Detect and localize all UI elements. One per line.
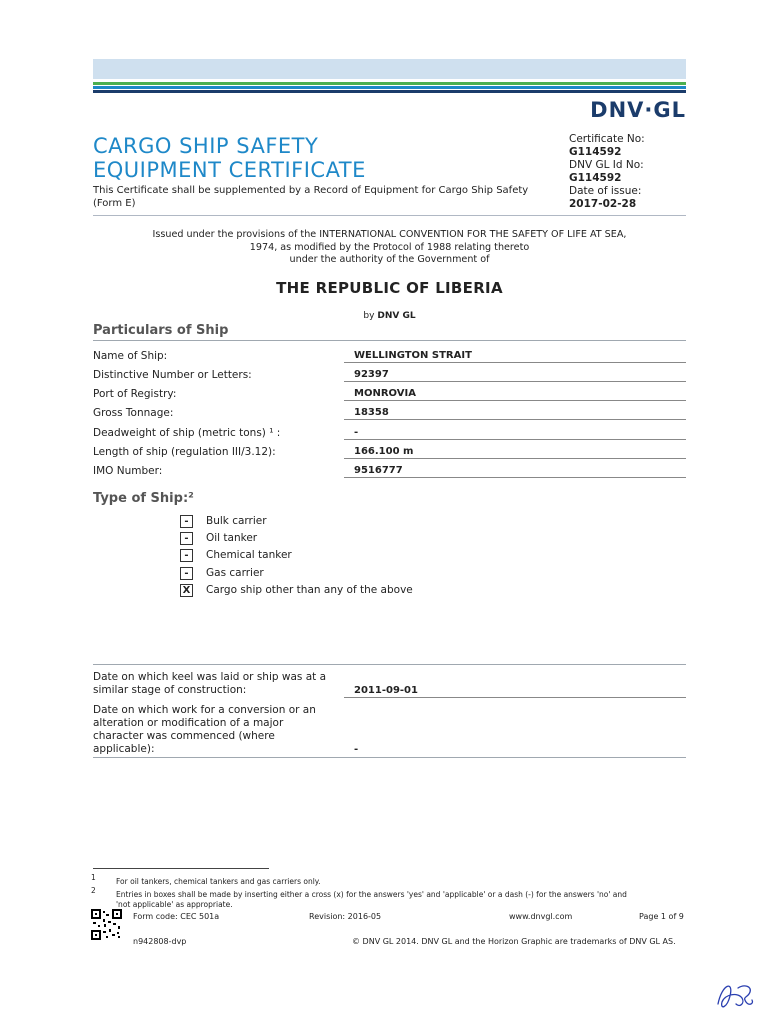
name-of-ship-value: WELLINGTON STRAIT xyxy=(354,350,472,361)
bulk-carrier-label: Bulk carrier xyxy=(206,515,267,527)
row-underline xyxy=(344,477,686,478)
issued-line-3: under the authority of the Government of xyxy=(289,254,490,265)
port-of-registry-value: MONROVIA xyxy=(354,388,416,399)
name-of-ship-label: Name of Ship: xyxy=(93,350,168,362)
row-underline xyxy=(344,458,686,459)
issued-under-text xyxy=(93,229,686,267)
row-underline xyxy=(344,697,686,698)
deadweight-value: - xyxy=(354,427,359,438)
chemical-tanker-checkbox[interactable]: - xyxy=(180,549,193,562)
by-prefix: by xyxy=(363,311,375,321)
footer-website[interactable]: www.dnvgl.com xyxy=(509,912,573,921)
certificate-no-value: G114592 xyxy=(569,146,622,158)
certificate-subtitle: This Certificate shall be supplemented by a Record of Equipment for Cargo Ship Safety (Form E) xyxy=(93,185,529,209)
imo-number-value: 9516777 xyxy=(354,465,403,476)
by-org: DNV GL xyxy=(377,311,416,321)
dates-divider xyxy=(93,664,686,665)
certificate-title xyxy=(93,134,366,182)
keel-laid-value: 2011-09-01 xyxy=(354,685,418,696)
gross-tonnage-value: 18358 xyxy=(354,407,389,418)
issued-line-2: 1974, as modified by the Protocol of 1988 relating thereto xyxy=(249,241,530,253)
date-of-issue-label: Date of issue: xyxy=(569,185,642,197)
certificate-info xyxy=(569,133,645,211)
length-of-ship-value: 166.100 m xyxy=(354,446,414,457)
keel-laid-label xyxy=(93,671,326,697)
title-line-2: EQUIPMENT CERTIFICATE xyxy=(93,158,366,182)
footer-page-number: Page 1 of 9 xyxy=(639,912,684,921)
particulars-heading: Particulars of Ship xyxy=(93,323,229,338)
imo-number-label: IMO Number: xyxy=(93,465,163,477)
signature-mark xyxy=(712,974,756,1014)
length-of-ship-label: Length of ship (regulation III/3.12): xyxy=(93,446,276,458)
distinctive-number-value: 92397 xyxy=(354,369,389,380)
row-underline xyxy=(344,381,686,382)
gas-carrier-checkbox[interactable]: - xyxy=(180,567,193,580)
issued-line-1: Issued under the provisions of the INTERNATIONAL CONVENTION FOR THE SAFETY OF LIFE AT SEA, xyxy=(152,229,627,240)
cargo-ship-other-label: Cargo ship other than any of the above xyxy=(206,584,413,596)
oil-tanker-checkbox[interactable]: - xyxy=(180,532,193,545)
distinctive-number-label: Distinctive Number or Letters: xyxy=(93,369,252,381)
keel-label-line-1: Date on which keel was laid or ship was at a xyxy=(93,671,327,683)
port-of-registry-label: Port of Registry: xyxy=(93,388,177,400)
row-underline xyxy=(344,419,686,420)
date-of-issue-value: 2017-02-28 xyxy=(569,198,637,210)
footer-revision: Revision: 2016-05 xyxy=(309,912,382,921)
bulk-carrier-checkbox[interactable]: - xyxy=(180,515,193,528)
cargo-ship-other-checkbox[interactable]: X xyxy=(180,584,193,597)
footer-copyright: © DNV GL 2014. DNV GL and the Horizon Graphic are trademarks of DNV GL AS. xyxy=(352,937,676,946)
row-underline xyxy=(344,362,686,363)
header-band-blue xyxy=(93,86,686,89)
footnote-2-line-1: Entries in boxes shall be made by inserting either a cross (x) for the answers 'yes' and 'applicable' or a dash (-) for the answers 'no' and xyxy=(116,890,627,899)
dates-bottom-rule xyxy=(93,757,686,758)
dnvgl-logo: DNV·GL xyxy=(590,98,686,122)
row-underline xyxy=(344,400,686,401)
gas-carrier-label: Gas carrier xyxy=(206,567,264,579)
dnvgl-id-value: G114592 xyxy=(569,172,622,184)
header-band-green xyxy=(93,82,686,85)
dnvgl-id-label: DNV GL Id No: xyxy=(569,159,644,171)
footnote-2-text xyxy=(116,890,686,910)
footnote-2-line-2: 'not applicable' as appropriate. xyxy=(116,900,233,909)
issued-by xyxy=(93,311,686,321)
qr-code-icon xyxy=(91,909,122,940)
conversion-value: - xyxy=(354,744,359,755)
gross-tonnage-label: Gross Tonnage: xyxy=(93,407,174,419)
row-underline xyxy=(344,439,686,440)
chemical-tanker-label: Chemical tanker xyxy=(206,549,292,561)
footnote-1-number: 1 xyxy=(91,873,96,882)
header-band-navy xyxy=(93,90,686,93)
keel-label-line-2: similar stage of construction: xyxy=(93,684,247,696)
footnote-2-number: 2 xyxy=(91,886,96,895)
header-divider xyxy=(93,215,686,216)
conversion-label-line-2: alteration or modification of a major xyxy=(93,717,284,729)
footnote-divider xyxy=(93,868,269,869)
particulars-divider xyxy=(93,340,686,341)
footer-doc-id: n942808-dvp xyxy=(133,937,187,946)
type-of-ship-heading: Type of Ship:² xyxy=(93,491,194,506)
conversion-label-line-4: applicable): xyxy=(93,743,155,755)
footnote-1-text: For oil tankers, chemical tankers and gas carriers only. xyxy=(116,877,321,886)
conversion-label xyxy=(93,704,316,756)
government-name: THE REPUBLIC OF LIBERIA xyxy=(276,279,503,297)
conversion-label-line-1: Date on which work for a conversion or an xyxy=(93,704,316,716)
conversion-label-line-3: character was commenced (where xyxy=(93,730,275,742)
deadweight-label: Deadweight of ship (metric tons) ¹ : xyxy=(93,427,281,439)
header-band-light xyxy=(93,59,686,79)
footer-form-code: Form code: CEC 501a xyxy=(133,912,220,921)
certificate-no-label: Certificate No: xyxy=(569,133,645,145)
title-line-1: CARGO SHIP SAFETY xyxy=(93,134,319,158)
oil-tanker-label: Oil tanker xyxy=(206,532,258,544)
